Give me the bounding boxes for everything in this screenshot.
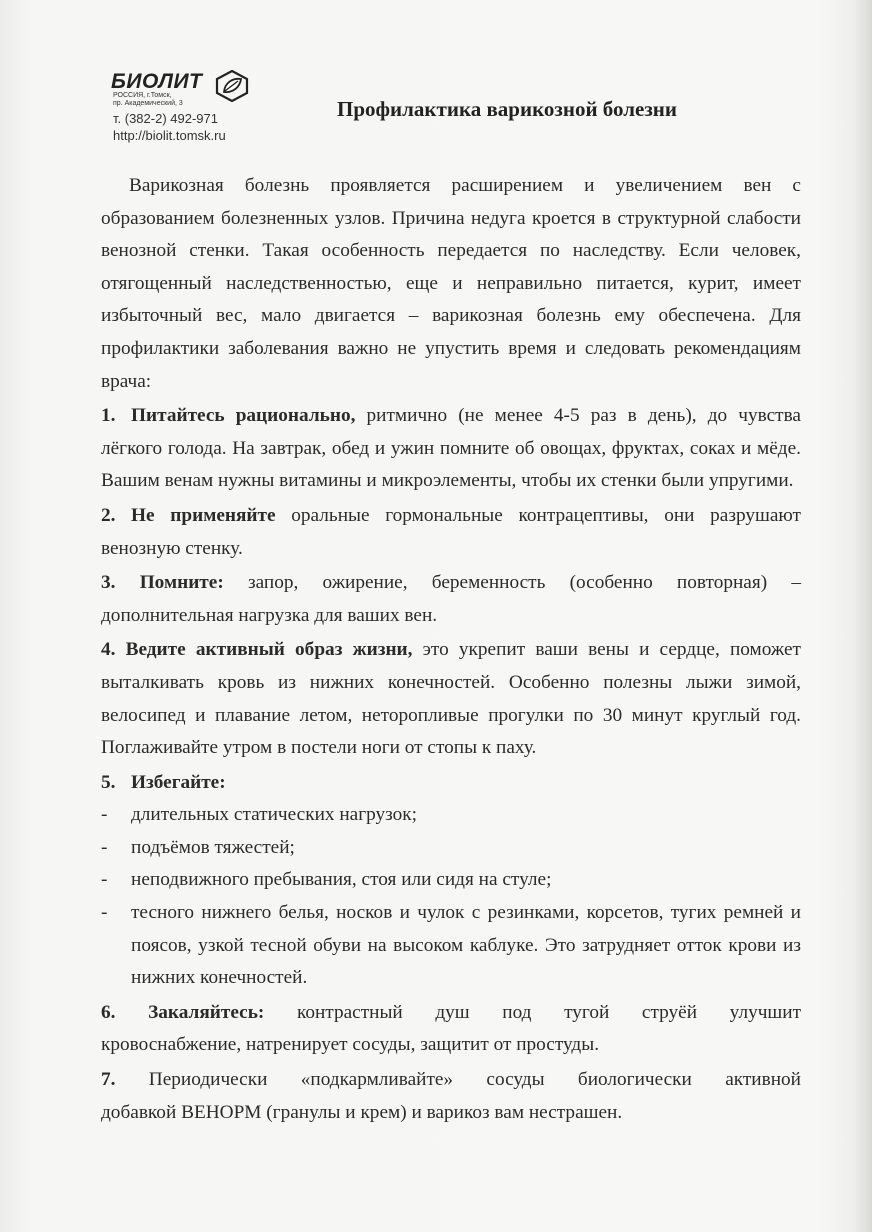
list-item-6-continuation: кровоснабжение, натренирует сосуды, защитит от простуды. [101,1034,600,1056]
logo-address [113,92,209,108]
item-number: 2. [101,504,116,526]
bullet-dash: - [101,869,108,891]
item-text: это укрепит ваши вены и сердце, поможет выталкивать кровь из нижних конечностей. Особенно полезны лыжи зимой, велосипед и плавание летом, неторопливые прогулки по 30 минут круглый год. Поглаживайте утром в постели ноги от стопы к паху. [101,639,801,759]
logo-url: http://biolit.tomsk.ru [113,128,226,143]
item-lead: Закаляйтесь: [148,1001,265,1023]
item-text: запор, ожирение, беременность (особенно повторная) – дополнительная нагрузка для ваших вен. [101,572,801,626]
item-lead: Избегайте: [131,771,226,793]
bullet-dash: - [101,902,108,924]
item-number: 4. [101,639,116,661]
document-body [101,170,801,1129]
item-number: 3. [101,572,116,594]
list-item-7 [101,1064,801,1097]
logo-address-line1: РОССИЯ, г.Томск, [113,92,172,99]
list-item-7-continuation: добавкой ВЕНОРМ (гранулы и крем) и варикоз вам нестрашен. [101,1101,623,1123]
logo-address-line2: пр. Академический, 3 [113,100,183,107]
paper-edge-shadow [854,0,872,1232]
page-title: Профилактика варикозной болезни [337,97,677,121]
item-lead: Питайтесь рационально, [131,405,356,427]
item-lead: Ведите активный образ жизни, [125,639,413,661]
avoid-entry-3 [101,864,801,897]
list-item-3 [101,567,801,632]
logo-brand: БИОЛИТ [111,70,203,93]
list-item-1 [101,400,801,498]
item-text: контрастный душ под тугой струёй улучшит [264,1001,801,1023]
intro-paragraph: Варикозная болезнь проявляется расширением и увеличением вен с образованием болезненных узлов. Причина недуга кроется в структурной слабости венозной стенки. Такая особенность передается по наследству. Если человек, отягощенный наследственностью, еще и неправильно питается, курит, имеет избыточный вес, мало двигается – варикозная болезнь ему обеспечена. Для профилактики заболевания важно не упустить время и следовать рекомендациям врача: [101,175,801,392]
avoid-entry-text: подъёмов тяжестей; [131,836,295,858]
list-item-2 [101,500,801,565]
item-text: оральные гормональные контрацептивы, они разрушают венозную стенку. [101,504,801,559]
logo-phone: т. (382-2) 492-971 [113,111,218,126]
avoid-entry-text: неподвижного пребывания, стоя или сидя на стуле; [131,869,552,891]
item-number: 1. [101,405,116,427]
item-text: ритмично (не менее 4-5 раз в день), до чувства лёгкого голода. На завтрак, обед и ужин помните об овощах, фруктах, соках и мёде. Вашим венам нужны витамины и микроэлементы, чтобы их стенки были упругими. [101,405,801,492]
avoid-entry-4 [101,897,801,995]
leaf-hexagon-icon [215,70,249,102]
avoid-entry-1 [101,799,801,832]
item-number: 5. [101,771,116,793]
avoid-entry-2 [101,832,801,865]
avoid-entry-text: тесного нижнего белья, носков и чулок с резинками, корсетов, тугих ремней и поясов, узкой тесной обуви на высоком каблуке. Это затрудняет отток крови из нижних конечностей. [131,902,801,989]
item-lead: Помните: [139,572,224,594]
company-logo [111,70,261,150]
avoid-entry-text: длительных статических нагрузок; [131,804,418,826]
list-item-6 [101,997,801,1030]
item-text: Периодически «подкармливайте» сосуды биологически активной [115,1069,801,1091]
item-number: 6. [101,1001,116,1023]
item-number: 7. [101,1069,116,1091]
list-item-5 [101,767,801,800]
bullet-dash: - [101,836,108,858]
list-item-4 [101,634,801,764]
bullet-dash: - [101,804,108,826]
item-lead: Не применяйте [131,504,276,526]
